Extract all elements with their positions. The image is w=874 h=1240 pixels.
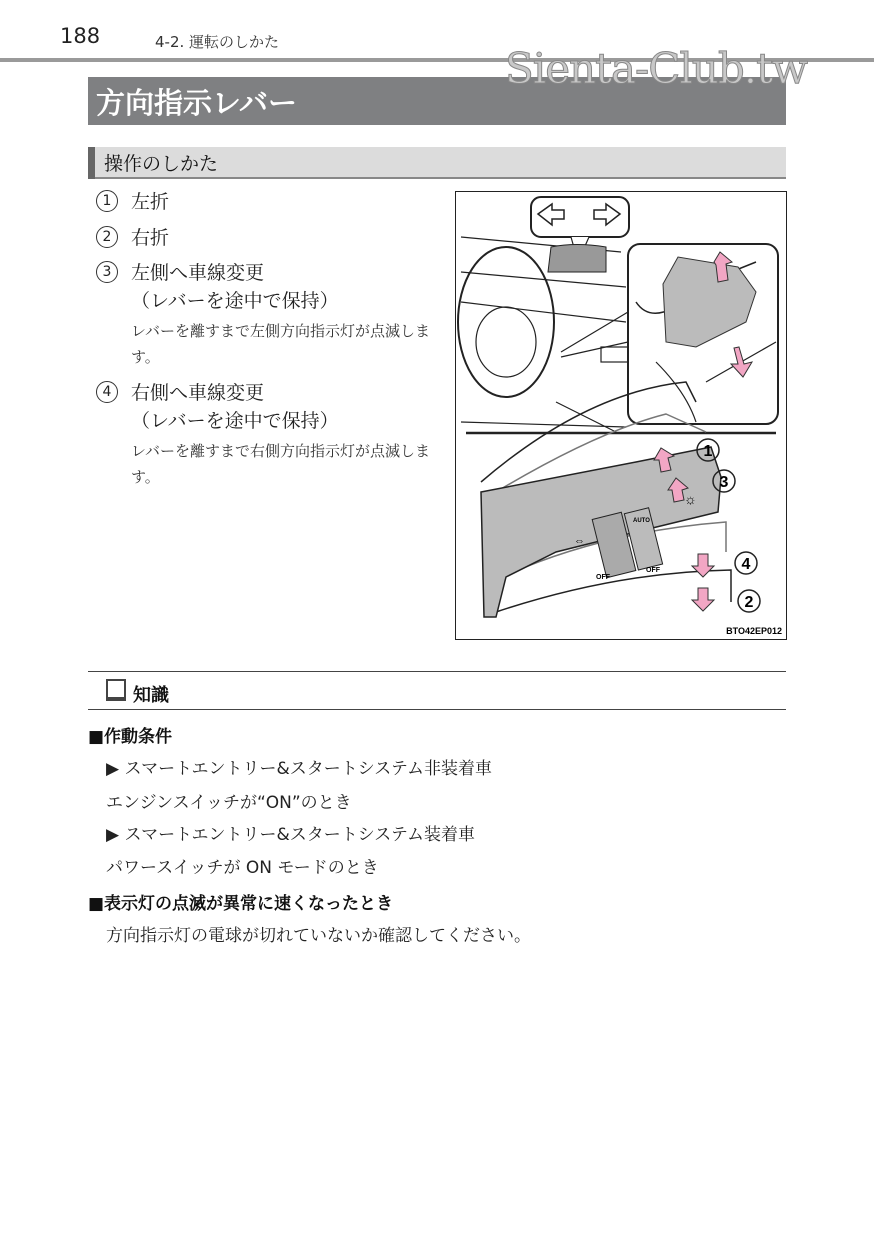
knowledge-text: ▶ スマートエントリー&スタートシステム装着車 [106, 825, 476, 845]
item-label: 左折 [131, 191, 170, 213]
figure-code: BTO42EP012 [726, 626, 782, 636]
section-marker [88, 147, 95, 179]
item-number: 3 [96, 261, 118, 283]
off-label: OFF [646, 567, 660, 574]
callout-2: 2 [744, 594, 754, 611]
item-label: 右側へ車線変更 [131, 382, 265, 404]
item-number: 2 [96, 226, 118, 248]
item-note: レバーを離すまで左側方向指示灯が点滅します。 [131, 322, 430, 366]
item-note: レバーを離すまで右側方向指示灯が点滅します。 [131, 442, 430, 486]
item-number: 4 [96, 381, 118, 403]
turn-signal-lever-illustration [455, 191, 787, 640]
knowledge-text: ▶ スマートエントリー&スタートシステム非装着車 [106, 759, 493, 779]
breadcrumb: 4-2. 運転のしかた [155, 33, 280, 51]
watermark: Sienta-Club.tw [505, 44, 807, 93]
knowledge-heading: ■作動条件 [88, 727, 173, 747]
knowledge-text: パワースイッチが ON モードのとき [106, 858, 379, 878]
auto-label: AUTO [633, 518, 650, 524]
knowledge-title: 知識 [133, 685, 169, 706]
knowledge-bottom-divider [88, 709, 786, 710]
page-title: 方向指示レバー [96, 86, 297, 120]
headlight-sun-icon: ☼ [684, 491, 697, 507]
item-label: 左側へ車線変更 [131, 262, 265, 284]
item-sub: （レバーを途中で保持） [131, 410, 339, 432]
callout-3: 3 [719, 474, 729, 491]
section-title: 操作のしかた [104, 153, 219, 175]
item-label: 右折 [131, 227, 170, 249]
item-number: 1 [96, 190, 118, 212]
knowledge-text: エンジンスイッチが“ON”のとき [106, 793, 352, 813]
side-light-icon: ⇔ [574, 535, 585, 547]
page-number: 188 [60, 24, 101, 48]
callout-1: 1 [703, 443, 713, 460]
knowledge-top-divider [88, 671, 786, 672]
knowledge-heading: ■表示灯の点滅が異常に速くなったとき [88, 894, 394, 914]
callout-4: 4 [741, 556, 751, 573]
knowledge-text: 方向指示灯の電球が切れていないか確認してください。 [106, 926, 531, 946]
item-sub: （レバーを途中で保持） [131, 290, 339, 312]
off-label: OFF [596, 574, 610, 581]
book-icon [106, 679, 126, 701]
